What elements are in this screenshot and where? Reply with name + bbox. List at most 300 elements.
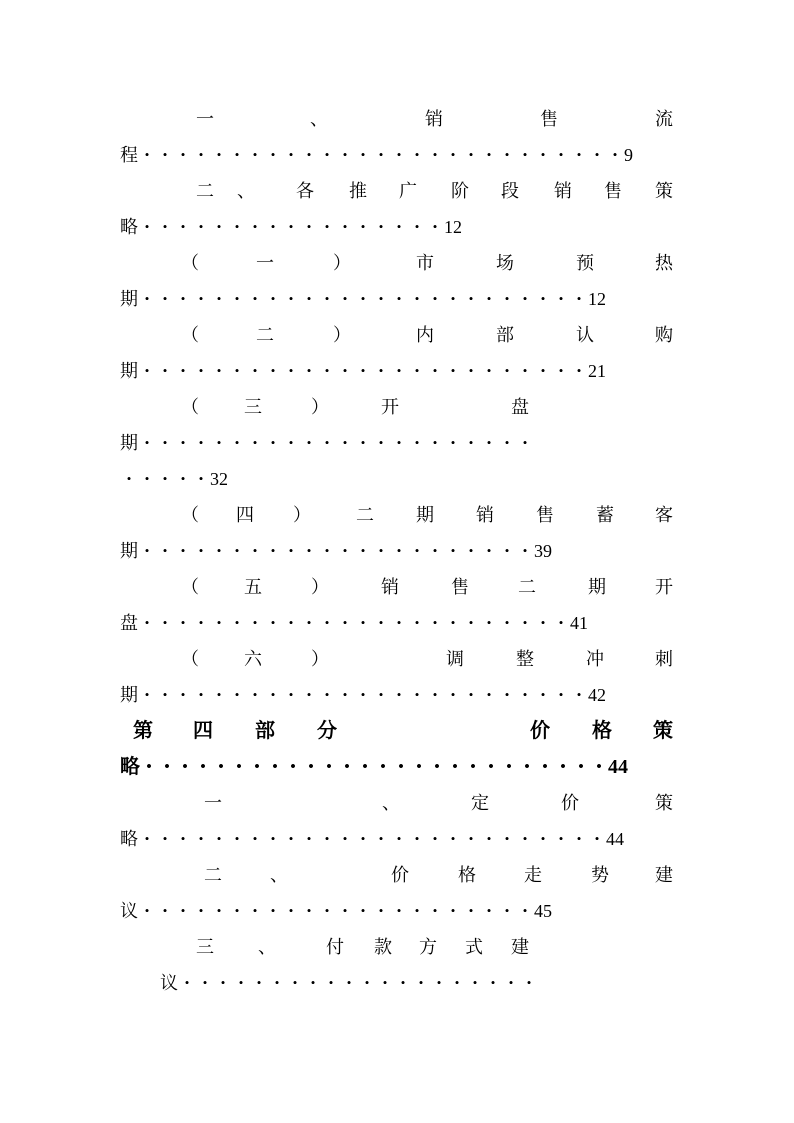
toc-title-char: 场 xyxy=(496,253,514,273)
leader-dot: • xyxy=(144,903,150,918)
leader-dot: • xyxy=(252,435,258,450)
leader-dot: • xyxy=(254,759,260,775)
leader-dot: • xyxy=(508,975,514,990)
leader-dot: • xyxy=(198,471,204,486)
leader-dot: • xyxy=(504,363,510,378)
dot-leader xyxy=(138,677,588,713)
toc-title-char: 五 xyxy=(244,577,262,597)
leader-dot: • xyxy=(414,615,420,630)
leader-dot: • xyxy=(342,219,348,234)
toc-entry-title xyxy=(0,641,794,677)
toc-title-char: 各 xyxy=(296,181,314,201)
toc-title-char: 一 xyxy=(256,253,274,273)
toc-entry-title xyxy=(0,173,794,209)
toc-title-char: 预 xyxy=(576,253,594,273)
leader-dot: • xyxy=(342,687,348,702)
leader-dot: • xyxy=(342,543,348,558)
toc-entry-5-leader-continuation-line xyxy=(0,461,794,497)
toc-title-char: 、 xyxy=(382,793,400,813)
toc-title-char: （ xyxy=(181,397,199,417)
toc-title-char: 开 xyxy=(655,577,673,597)
page-number: 21 xyxy=(588,361,606,381)
toc-entry-12-leader-line xyxy=(0,965,794,1001)
leader-dot: • xyxy=(360,831,366,846)
leader-dot: • xyxy=(540,615,546,630)
leader-dot: • xyxy=(396,363,402,378)
leader-dot: • xyxy=(360,219,366,234)
leader-dot: • xyxy=(540,147,546,162)
leader-dot: • xyxy=(306,219,312,234)
toc-title-char: 蓄 xyxy=(596,505,614,525)
leader-dot: • xyxy=(180,471,186,486)
leader-dot: • xyxy=(144,687,150,702)
toc-title-char: 推 xyxy=(349,181,367,201)
toc-title-char: 整 xyxy=(516,649,534,669)
table-of-contents xyxy=(0,101,794,1001)
leader-dot: • xyxy=(360,363,366,378)
leader-dot: • xyxy=(144,435,150,450)
leader-dot: • xyxy=(324,363,330,378)
leader-dot: • xyxy=(468,831,474,846)
leader-dot: • xyxy=(180,687,186,702)
leader-dot: • xyxy=(346,975,352,990)
leader-dot: • xyxy=(288,363,294,378)
leader-dot: • xyxy=(378,219,384,234)
leader-dot: • xyxy=(360,903,366,918)
leader-dot: • xyxy=(378,147,384,162)
leader-dot: • xyxy=(378,363,384,378)
leader-dot: • xyxy=(234,147,240,162)
leader-dot: • xyxy=(162,291,168,306)
leader-dot: • xyxy=(432,831,438,846)
leader-dot: • xyxy=(216,219,222,234)
leader-dot: • xyxy=(252,615,258,630)
leader-dot: • xyxy=(360,687,366,702)
leader-dot: • xyxy=(198,615,204,630)
leader-dot: • xyxy=(324,219,330,234)
leader-dot: • xyxy=(540,291,546,306)
leader-dot: • xyxy=(432,363,438,378)
leader-dot: • xyxy=(144,831,150,846)
leader-dot: • xyxy=(504,903,510,918)
leader-dot: • xyxy=(414,435,420,450)
leader-dot: • xyxy=(450,543,456,558)
leader-dot: • xyxy=(144,615,150,630)
leader-dot: • xyxy=(270,687,276,702)
leader-dot: • xyxy=(198,219,204,234)
toc-title-char: ） xyxy=(293,505,311,525)
leader-dot: • xyxy=(486,687,492,702)
leader-dot: • xyxy=(414,363,420,378)
leader-dot: • xyxy=(216,291,222,306)
leader-dot: • xyxy=(216,543,222,558)
toc-title-char: 方 xyxy=(419,937,437,957)
dot-leader xyxy=(138,893,534,929)
leader-dot: • xyxy=(576,291,582,306)
leader-dot: • xyxy=(558,363,564,378)
leader-dot: • xyxy=(486,903,492,918)
dot-leader xyxy=(138,425,534,461)
toc-entry-8-leader-line xyxy=(0,677,794,713)
toc-title-char: 第 xyxy=(133,720,153,742)
leader-dot: • xyxy=(468,363,474,378)
toc-entry-3-title-line xyxy=(0,245,794,281)
leader-dot: • xyxy=(486,291,492,306)
leader-dot: • xyxy=(522,543,528,558)
leader-dot: • xyxy=(470,759,476,775)
dot-leader xyxy=(138,353,588,389)
leader-dot: • xyxy=(324,543,330,558)
leader-dot: • xyxy=(216,363,222,378)
leader-dot: • xyxy=(306,363,312,378)
toc-title-char: 势 xyxy=(591,865,609,885)
leader-dot: • xyxy=(414,687,420,702)
leader-dot: • xyxy=(452,759,458,775)
leader-dot: • xyxy=(310,975,316,990)
leader-dot: • xyxy=(216,831,222,846)
toc-entry-8-title-line xyxy=(0,641,794,677)
toc-title-char: 二 xyxy=(196,181,214,201)
leader-dot: • xyxy=(342,363,348,378)
toc-title-char: 二 xyxy=(204,865,222,885)
leader-dot: • xyxy=(180,219,186,234)
leader-dot: • xyxy=(162,147,168,162)
leader-dot: • xyxy=(576,147,582,162)
leader-dot: • xyxy=(288,291,294,306)
leader-dot: • xyxy=(504,687,510,702)
leader-dot: • xyxy=(324,687,330,702)
toc-entry-11-title-line xyxy=(0,857,794,893)
dot-leader xyxy=(138,137,624,173)
toc-entry-title-end: 议 xyxy=(160,973,178,993)
leader-dot: • xyxy=(144,291,150,306)
leader-dot: • xyxy=(162,219,168,234)
page-number: 12 xyxy=(588,289,606,309)
leader-dot: • xyxy=(432,615,438,630)
leader-dot: • xyxy=(432,219,438,234)
leader-dot: • xyxy=(270,291,276,306)
leader-dot: • xyxy=(342,147,348,162)
leader-dot: • xyxy=(198,687,204,702)
leader-dot: • xyxy=(292,975,298,990)
leader-dot: • xyxy=(468,687,474,702)
dot-leader xyxy=(120,461,210,497)
toc-title-char: ） xyxy=(333,253,351,273)
leader-dot: • xyxy=(162,471,168,486)
leader-dot: • xyxy=(360,543,366,558)
leader-dot: • xyxy=(306,291,312,306)
toc-entry-title-end: 期 xyxy=(120,361,138,381)
toc-title-char: 、 xyxy=(237,181,255,201)
leader-dot: • xyxy=(560,759,566,775)
leader-dot: • xyxy=(144,219,150,234)
toc-title-char: 广 xyxy=(399,181,417,201)
toc-entry-1-title-line xyxy=(0,101,794,137)
toc-title-char: ） xyxy=(311,649,329,669)
leader-dot: • xyxy=(324,291,330,306)
toc-title-char: 二 xyxy=(256,325,274,345)
toc-title-char: 定 xyxy=(471,793,489,813)
leader-dot: • xyxy=(198,435,204,450)
leader-dot: • xyxy=(238,975,244,990)
toc-title-char: 冲 xyxy=(586,649,604,669)
toc-entry-5-leader-line xyxy=(0,425,794,461)
leader-dot: • xyxy=(378,615,384,630)
toc-part-heading-title xyxy=(0,713,794,749)
toc-title-char: 六 xyxy=(244,649,262,669)
toc-title-char: 开 xyxy=(381,397,399,417)
leader-dot: • xyxy=(486,363,492,378)
leader-dot: • xyxy=(146,759,152,775)
toc-title-char: 流 xyxy=(655,109,673,129)
leader-dot: • xyxy=(432,435,438,450)
leader-dot: • xyxy=(576,363,582,378)
leader-dot: • xyxy=(216,615,222,630)
toc-title-char: 市 xyxy=(416,253,434,273)
toc-title-char: 调 xyxy=(446,649,464,669)
toc-entry-title-end: 期 xyxy=(120,433,138,453)
leader-dot: • xyxy=(432,687,438,702)
toc-title-char: 式 xyxy=(465,937,483,957)
leader-dot: • xyxy=(144,543,150,558)
toc-title-char: 部 xyxy=(255,720,275,742)
leader-dot: • xyxy=(270,831,276,846)
toc-title-char: （ xyxy=(181,325,199,345)
toc-entry-12-title-line xyxy=(0,929,794,965)
toc-title-char: 刺 xyxy=(655,649,673,669)
toc-entry-title-end: 略 xyxy=(120,756,140,778)
leader-dot: • xyxy=(486,147,492,162)
toc-part-heading-title-line xyxy=(0,713,794,749)
leader-dot: • xyxy=(198,831,204,846)
page-number: 41 xyxy=(570,613,588,633)
toc-title-char: 售 xyxy=(540,109,558,129)
leader-dot: • xyxy=(252,543,258,558)
leader-dot: • xyxy=(378,435,384,450)
leader-dot: • xyxy=(378,291,384,306)
toc-title-char: 分 xyxy=(317,720,337,742)
leader-dot: • xyxy=(414,831,420,846)
toc-title-char: 建 xyxy=(511,937,529,957)
toc-entry-title xyxy=(0,785,794,821)
leader-dot: • xyxy=(180,363,186,378)
leader-dot: • xyxy=(414,903,420,918)
leader-dot: • xyxy=(270,903,276,918)
toc-entry-6-leader-line xyxy=(0,533,794,569)
leader-dot: • xyxy=(162,831,168,846)
leader-dot: • xyxy=(450,363,456,378)
leader-dot: • xyxy=(472,975,478,990)
dot-leader xyxy=(178,965,538,1001)
leader-dot: • xyxy=(306,687,312,702)
leader-dot: • xyxy=(184,975,190,990)
leader-dot: • xyxy=(450,291,456,306)
leader-dot: • xyxy=(342,435,348,450)
leader-dot: • xyxy=(198,291,204,306)
page-number: 42 xyxy=(588,685,606,705)
toc-title-char: 三 xyxy=(244,397,262,417)
leader-dot: • xyxy=(252,903,258,918)
toc-entry-title-end: 期 xyxy=(120,541,138,561)
leader-dot: • xyxy=(288,435,294,450)
toc-title-char: （ xyxy=(181,577,199,597)
leader-dot: • xyxy=(180,615,186,630)
toc-title-char: 价 xyxy=(530,720,550,742)
leader-dot: • xyxy=(504,543,510,558)
leader-dot: • xyxy=(306,831,312,846)
toc-entry-title-end: 议 xyxy=(120,901,138,921)
toc-entry-title xyxy=(0,497,794,533)
toc-title-char: 销 xyxy=(476,505,494,525)
toc-title-char: 、 xyxy=(258,937,276,957)
leader-dot: • xyxy=(468,543,474,558)
toc-title-char: 、 xyxy=(270,865,288,885)
leader-dot: • xyxy=(220,975,226,990)
leader-dot: • xyxy=(414,219,420,234)
leader-dot: • xyxy=(594,147,600,162)
toc-title-char: 段 xyxy=(501,181,519,201)
leader-dot: • xyxy=(306,903,312,918)
leader-dot: • xyxy=(522,831,528,846)
leader-dot: • xyxy=(256,975,262,990)
toc-entry-7-title-line xyxy=(0,569,794,605)
leader-dot: • xyxy=(252,363,258,378)
leader-dot: • xyxy=(324,903,330,918)
leader-dot: • xyxy=(306,435,312,450)
toc-title-char: 策 xyxy=(655,793,673,813)
toc-title-char: ） xyxy=(311,577,329,597)
leader-dot: • xyxy=(378,903,384,918)
leader-dot: • xyxy=(398,759,404,775)
leader-dot: • xyxy=(234,543,240,558)
leader-dot: • xyxy=(558,291,564,306)
leader-dot: • xyxy=(382,975,388,990)
page-number: 9 xyxy=(624,145,633,165)
leader-dot: • xyxy=(504,831,510,846)
leader-dot: • xyxy=(396,903,402,918)
leader-dot: • xyxy=(342,831,348,846)
leader-dot: • xyxy=(450,903,456,918)
leader-dot: • xyxy=(270,363,276,378)
toc-entry-title-end: 期 xyxy=(120,289,138,309)
leader-dot: • xyxy=(308,759,314,775)
toc-title-char: （ xyxy=(181,505,199,525)
toc-title-char: 二 xyxy=(356,505,374,525)
dot-leader xyxy=(138,209,444,245)
toc-title-char: 建 xyxy=(655,865,673,885)
toc-title-char: 格 xyxy=(592,720,612,742)
leader-dot: • xyxy=(396,219,402,234)
leader-dot: • xyxy=(234,687,240,702)
toc-entry-4-leader-line xyxy=(0,353,794,389)
leader-dot: • xyxy=(198,903,204,918)
leader-dot: • xyxy=(432,147,438,162)
leader-dot: • xyxy=(216,147,222,162)
leader-dot: • xyxy=(558,687,564,702)
toc-entry-title-end: 盘 xyxy=(120,613,138,633)
page-number: 32 xyxy=(210,469,228,489)
leader-dot: • xyxy=(522,435,528,450)
dot-leader xyxy=(138,533,534,569)
toc-title-char: 客 xyxy=(655,505,673,525)
leader-dot: • xyxy=(576,687,582,702)
toc-entry-1-leader-line xyxy=(0,137,794,173)
leader-dot: • xyxy=(288,543,294,558)
toc-entry-title xyxy=(0,317,794,353)
leader-dot: • xyxy=(506,759,512,775)
toc-title-char: 盘 xyxy=(511,397,529,417)
toc-title-char: 格 xyxy=(458,865,476,885)
leader-dot: • xyxy=(216,903,222,918)
leader-dot: • xyxy=(216,435,222,450)
leader-dot: • xyxy=(290,759,296,775)
leader-dot: • xyxy=(180,435,186,450)
leader-dot: • xyxy=(200,759,206,775)
leader-dot: • xyxy=(504,615,510,630)
leader-dot: • xyxy=(162,543,168,558)
leader-dot: • xyxy=(180,903,186,918)
leader-dot: • xyxy=(522,903,528,918)
leader-dot: • xyxy=(272,759,278,775)
leader-dot: • xyxy=(540,831,546,846)
leader-dot: • xyxy=(180,831,186,846)
leader-dot: • xyxy=(288,615,294,630)
leader-dot: • xyxy=(234,903,240,918)
leader-dot: • xyxy=(416,759,422,775)
leader-dot: • xyxy=(180,543,186,558)
toc-title-char: （ xyxy=(181,649,199,669)
leader-dot: • xyxy=(360,291,366,306)
toc-title-char: 销 xyxy=(554,181,572,201)
leader-dot: • xyxy=(252,687,258,702)
leader-dot: • xyxy=(380,759,386,775)
leader-dot: • xyxy=(468,903,474,918)
toc-entry-11-leader-line xyxy=(0,893,794,929)
leader-dot: • xyxy=(486,543,492,558)
toc-title-char: 付 xyxy=(326,937,344,957)
toc-title-char: 内 xyxy=(416,325,434,345)
leader-dot: • xyxy=(396,147,402,162)
leader-dot: • xyxy=(274,975,280,990)
leader-dot: • xyxy=(522,147,528,162)
leader-dot: • xyxy=(524,759,530,775)
leader-dot: • xyxy=(414,147,420,162)
toc-entry-10-leader-line xyxy=(0,821,794,857)
leader-dot: • xyxy=(450,687,456,702)
leader-dot: • xyxy=(234,363,240,378)
leader-dot: • xyxy=(324,831,330,846)
leader-dot: • xyxy=(454,975,460,990)
leader-dot: • xyxy=(542,759,548,775)
toc-title-char: ） xyxy=(311,397,329,417)
leader-dot: • xyxy=(526,975,532,990)
leader-dot: • xyxy=(540,363,546,378)
leader-dot: • xyxy=(504,435,510,450)
leader-dot: • xyxy=(504,291,510,306)
toc-title-char: 四 xyxy=(236,505,254,525)
leader-dot: • xyxy=(360,435,366,450)
toc-entry-7-leader-line xyxy=(0,605,794,641)
toc-entry-title xyxy=(0,101,794,137)
toc-title-char: 一 xyxy=(196,109,214,129)
leader-dot: • xyxy=(486,435,492,450)
toc-title-char: 款 xyxy=(374,937,392,957)
toc-title-char: 售 xyxy=(536,505,554,525)
page-number: 44 xyxy=(608,756,628,778)
toc-entry-title-end: 程 xyxy=(120,145,138,165)
leader-dot: • xyxy=(162,363,168,378)
leader-dot: • xyxy=(612,147,618,162)
